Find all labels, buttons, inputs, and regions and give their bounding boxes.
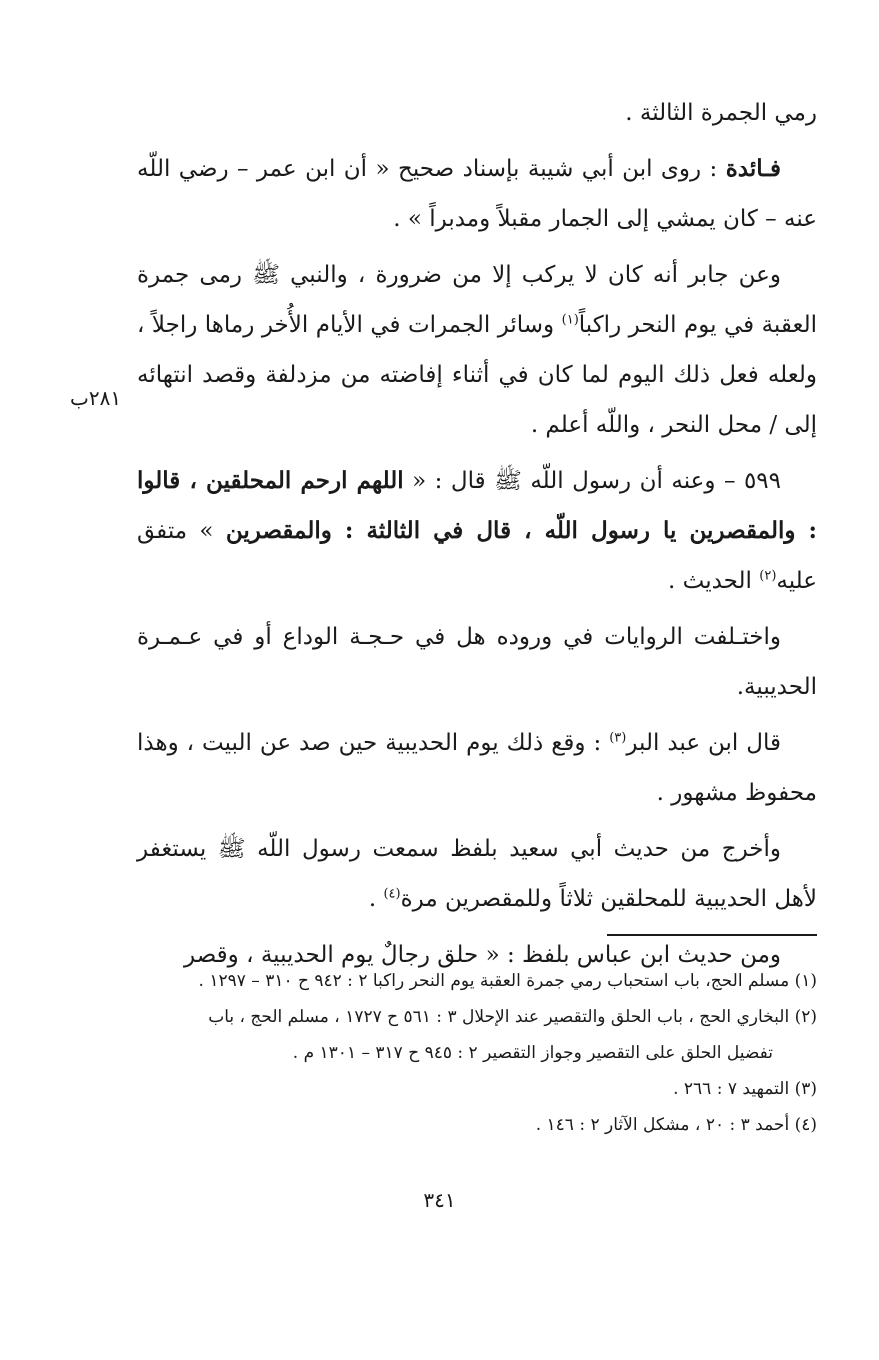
footnote-ref-2[interactable]: (٢) <box>759 568 777 584</box>
paragraph-1-label: فـائدة <box>725 155 781 182</box>
paragraph-1-text: : روى ابن أبي شيبة بإسناد صحيح « أن ابن عمر – رضي اللّه عنه – كان يمشي إلى الجمار مقبلاً ومدبراً » . <box>137 156 817 232</box>
paragraph-6 <box>137 824 817 924</box>
paragraph-4-text: واختـلفت الروايات في وروده هل في حـجـة الوداع أو في عـمـرة الحديبية. <box>137 624 817 700</box>
footnote-ref-4[interactable]: (٤) <box>383 886 401 902</box>
paragraph-3 <box>137 456 817 606</box>
footnote-ref-1[interactable]: (١) <box>561 312 579 328</box>
footnote-2: (٢) البخاري الحج ، باب الحلق والتقصير عند الإحلال ٣ : ٥٦١ ح ١٧٢٧ ، مسلم الحج ، باب <box>208 1007 817 1027</box>
paragraph-4 <box>137 612 817 712</box>
page-number: ٣٤١ <box>423 1188 456 1212</box>
paragraph-7-text: ومن حديث ابن عباس بلفظ : « حلق رجالٌ يوم الحديبية ، وقصر <box>184 942 781 968</box>
manuscript-folio-note: ٢٨١ب <box>70 386 122 410</box>
footnote-3: (٣) التمهيد ٧ : ٢٦٦ . <box>673 1079 817 1099</box>
footnote-separator <box>607 934 817 936</box>
footnote-4: (٤) أحمد ٣ : ٢٠ ، مشكل الآثار ٢ : ١٤٦ . <box>535 1115 817 1135</box>
paragraph-3-text-b: » متفق عليه <box>137 518 817 594</box>
paragraph-5-text-a: قال ابن عبد البر <box>626 730 781 756</box>
paragraph-2-text-a: وعن جابر أنه كان لا يركب إلا من ضرورة ، والنبي ﷺ رمى جمرة العقبة في يوم النحر راكباً <box>137 262 817 338</box>
footnote-ref-3[interactable]: (٣) <box>609 730 627 746</box>
main-text <box>137 88 817 986</box>
paragraph-3-hadith: اللهم ارحم المحلقين ، قالوا : والمقصرين يا رسول اللّه ، قال في الثالثة : والمقصرين <box>137 467 817 544</box>
paragraph-6-text-b: . <box>368 886 384 912</box>
paragraph-3-text-c: الحديث . <box>668 568 760 594</box>
footnotes <box>117 966 817 1146</box>
paragraph-6-text-a: وأخرج من حديث أبي سعيد بلفظ سمعت رسول اللّه ﷺ يستغفر لأهل الحديبية للمحلقين ثلاثاً وللمقصرين مرة <box>137 836 817 912</box>
paragraph-5-text-b: : وقع ذلك يوم الحديبية حين صد عن البيت ، وهذا محفوظ مشهور . <box>137 730 817 806</box>
paragraph-1 <box>137 144 817 244</box>
paragraph-2 <box>137 250 817 450</box>
footnote-2-continuation: تفضيل الحلق على التقصير وجواز التقصير ٢ : ٩٤٥ ح ٣١٧ – ١٣٠١ م . <box>292 1043 773 1063</box>
paragraph-2-text-b: وسائر الجمرات في الأيام الأُخر رماها راجلاً ، ولعله فعل ذلك اليوم لما كان في أثناء إفاضته من مزدلفة وقصد انتهائه إلى / محل النحر ، واللّه أعلم . <box>137 312 817 438</box>
paragraph-0-text: رمي الجمرة الثالثة . <box>625 100 817 126</box>
footnote-1: (١) مسلم الحج، باب استحباب رمي جمرة العقبة يوم النحر راكبا ٢ : ٩٤٢ ح ٣١٠ – ١٢٩٧ . <box>198 971 817 991</box>
paragraph-0 <box>137 88 817 138</box>
paragraph-3-text-a: ٥٩٩ – وعنه أن رسول اللّه ﷺ قال : « <box>403 468 781 494</box>
paragraph-5 <box>137 718 817 818</box>
